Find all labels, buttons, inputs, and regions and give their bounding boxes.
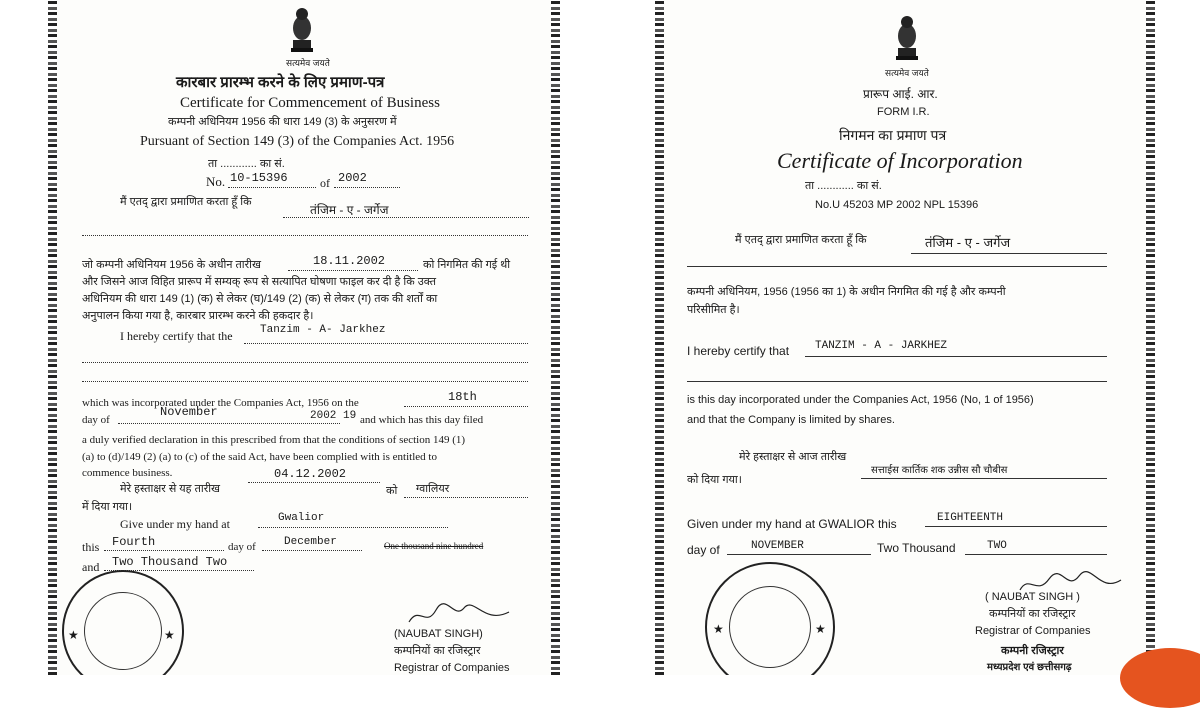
hand-hindi: मेरे हस्ताक्षर से आज तारीख xyxy=(739,451,847,463)
registrar-seal: ★ ★ xyxy=(62,570,184,675)
para1-line2: और जिसने आज विहित प्रारूप में सम्यक् रूप से सत्यापित घोषणा फाइल कर दी है कि उक्त xyxy=(82,276,436,288)
para1-line1b: को निगमित की गई थी xyxy=(423,259,511,271)
title-hindi: निगमन का प्रमाण पत्र xyxy=(839,127,947,143)
seal-text-hindi-2: मध्यप्रदेश एवं छत्तीसगढ़ xyxy=(987,662,1072,673)
company-name-hindi: तंजिम - ए - जर्गेज xyxy=(925,235,1011,250)
certify-hindi: मैं एतद् द्वारा प्रमाणित करता हूँ कि xyxy=(120,196,252,208)
para1-line4: अनुपालन किया गया है, कारबार प्रारम्भ करने की हकदार है। xyxy=(82,310,314,322)
incorporated-line4: (a) to (d)/149 (2) (a) to (c) of the said Act, have been complied with is entitled to xyxy=(82,451,437,463)
registrar-english: Registrar of Companies xyxy=(394,662,510,674)
incorporated-day: 18th xyxy=(448,390,477,404)
hand-hindi: मेरे हस्ताक्षर से यह तारीख xyxy=(120,483,221,495)
certificate-number: 10-15396 xyxy=(230,171,288,185)
subtitle-english: Pursuant of Section 149 (3) of the Companies Act. 1956 xyxy=(140,134,455,149)
commencement-date: 04.12.2002 xyxy=(274,467,347,481)
day-of-label: day of xyxy=(82,414,110,426)
incorporated-line1: is this day incorporated under the Companies Act, 1956 (No, 1 of 1956) xyxy=(687,394,1034,406)
month-value: NOVEMBER xyxy=(751,540,804,552)
form-hindi: प्रारूप आई. आर. xyxy=(863,87,938,101)
two-thousand-label: Two Thousand xyxy=(877,541,956,555)
incorporated-line2: and that the Company is limited by shares. xyxy=(687,414,895,426)
left-border xyxy=(48,0,57,675)
number-of: of xyxy=(320,176,330,190)
seal-text-hindi: कम्पनी रजिस्ट्रार xyxy=(1001,645,1064,657)
number-label-hindi: ता ............ का सं. xyxy=(805,180,882,192)
hand-ko: को xyxy=(386,485,398,497)
day-of-label-2: day of xyxy=(228,541,256,553)
national-emblem-icon xyxy=(288,4,316,54)
incorporated-line3: a duly verified declaration in this prescribed from that the conditions of section 149 (1) xyxy=(82,434,466,446)
certify-english: I hereby certify that the xyxy=(120,329,233,343)
and-value: Two Thousand Two xyxy=(112,555,228,569)
incorporated-line1: which was incorporated under the Companies Act, 1956 on the xyxy=(82,397,359,409)
left-border xyxy=(655,0,664,675)
incorporation-date: 18.11.2002 xyxy=(313,254,386,268)
registrar-english: Registrar of Companies xyxy=(975,625,1091,637)
incorporated-line5: commence business. xyxy=(82,467,173,479)
incorporation-certificate xyxy=(655,0,1155,675)
company-name-hindi: तंजिम - ए - जर्गेज xyxy=(310,203,389,217)
emblem-caption: सत्यमेव जयते xyxy=(885,68,929,78)
registrar-hindi: कम्पनियों का रजिस्ट्रार xyxy=(989,608,1076,620)
hand-hindi-end: को दिया गया। xyxy=(687,474,742,486)
right-border xyxy=(551,0,560,675)
emblem-caption: सत्यमेव जयते xyxy=(286,58,330,68)
para-hindi-line1: कम्पनी अधिनियम, 1956 (1956 का 1) के अधीन निगमित की गई है और कम्पनी xyxy=(687,286,1006,298)
company-name-english: Tanzim - A- Jarkhez xyxy=(260,324,386,336)
title-english: Certificate of Incorporation xyxy=(777,148,1023,173)
para1-line1: जो कम्पनी अधिनियम 1956 के अधीन तारीख xyxy=(82,259,261,271)
signatory-name: (NAUBAT SINGH) xyxy=(394,628,483,640)
struck-year-text: One thousand nine hundred xyxy=(384,541,484,551)
certificate-number: No.U 45203 MP 2002 NPL 15396 xyxy=(815,199,979,211)
incorporated-year: 2002 19 xyxy=(310,410,357,422)
registrar-hindi: कम्पनियों का रजिस्ट्रार xyxy=(394,645,481,657)
number-label-hindi: ता ............ का सं. xyxy=(208,158,285,170)
incorporated-month: November xyxy=(160,405,218,419)
national-emblem-icon xyxy=(893,12,921,62)
certify-english: I hereby certify that xyxy=(687,344,790,358)
given-day: EIGHTEENTH xyxy=(937,512,1004,524)
number-label: No. xyxy=(206,174,226,189)
this-label: this xyxy=(82,540,100,554)
company-name-english: TANZIM - A - JARKHEZ xyxy=(815,340,948,352)
given-place: Gwalior xyxy=(278,512,325,524)
title-hindi: कारबार प्रारम्भ करने के लिए प्रमाण-पत्र xyxy=(176,74,385,91)
this-value: Fourth xyxy=(112,535,156,549)
subtitle-hindi: कम्पनी अधिनियम 1956 की धारा 149 (3) के अनुसरण में xyxy=(168,116,397,128)
day-of-label: day of xyxy=(687,543,720,557)
registrar-signature xyxy=(404,600,514,630)
signatory-name: ( NAUBAT SINGH ) xyxy=(985,591,1080,603)
given-english: Give under my hand at xyxy=(120,517,230,531)
given-english: Given under my hand at GWALIOR this xyxy=(687,517,897,531)
para-hindi-line2: परिसीमित है। xyxy=(687,304,740,316)
day-of-value: December xyxy=(284,536,337,548)
certify-hindi: मैं एतद् द्वारा प्रमाणित करता हूँ कि xyxy=(735,234,867,246)
orange-corner-shape xyxy=(1120,648,1200,708)
title-english: Certificate for Commencement of Business xyxy=(180,95,440,111)
place-hindi: ग्वालियर xyxy=(416,483,450,495)
and-label: and xyxy=(82,560,100,574)
business-commencement-certificate xyxy=(48,0,560,675)
year-word: TWO xyxy=(987,540,1007,552)
para1-line3: अधिनियम की धारा 149 (1) (क) से लेकर (घ)/149 (2) (क) से लेकर (ग) तक की शर्तों का xyxy=(82,293,438,305)
right-border xyxy=(1146,0,1155,675)
hand-hindi-end: में दिया गया। xyxy=(82,501,133,513)
certificate-year: 2002 xyxy=(338,171,367,185)
registrar-seal: ★ ★ xyxy=(705,562,835,675)
form-english: FORM I.R. xyxy=(877,106,930,118)
hand-date-hindi: सत्ताईस कार्तिक शक उन्नीस सौ चौबीस xyxy=(871,465,1008,476)
filed-label: and which has this day filed xyxy=(360,414,484,426)
